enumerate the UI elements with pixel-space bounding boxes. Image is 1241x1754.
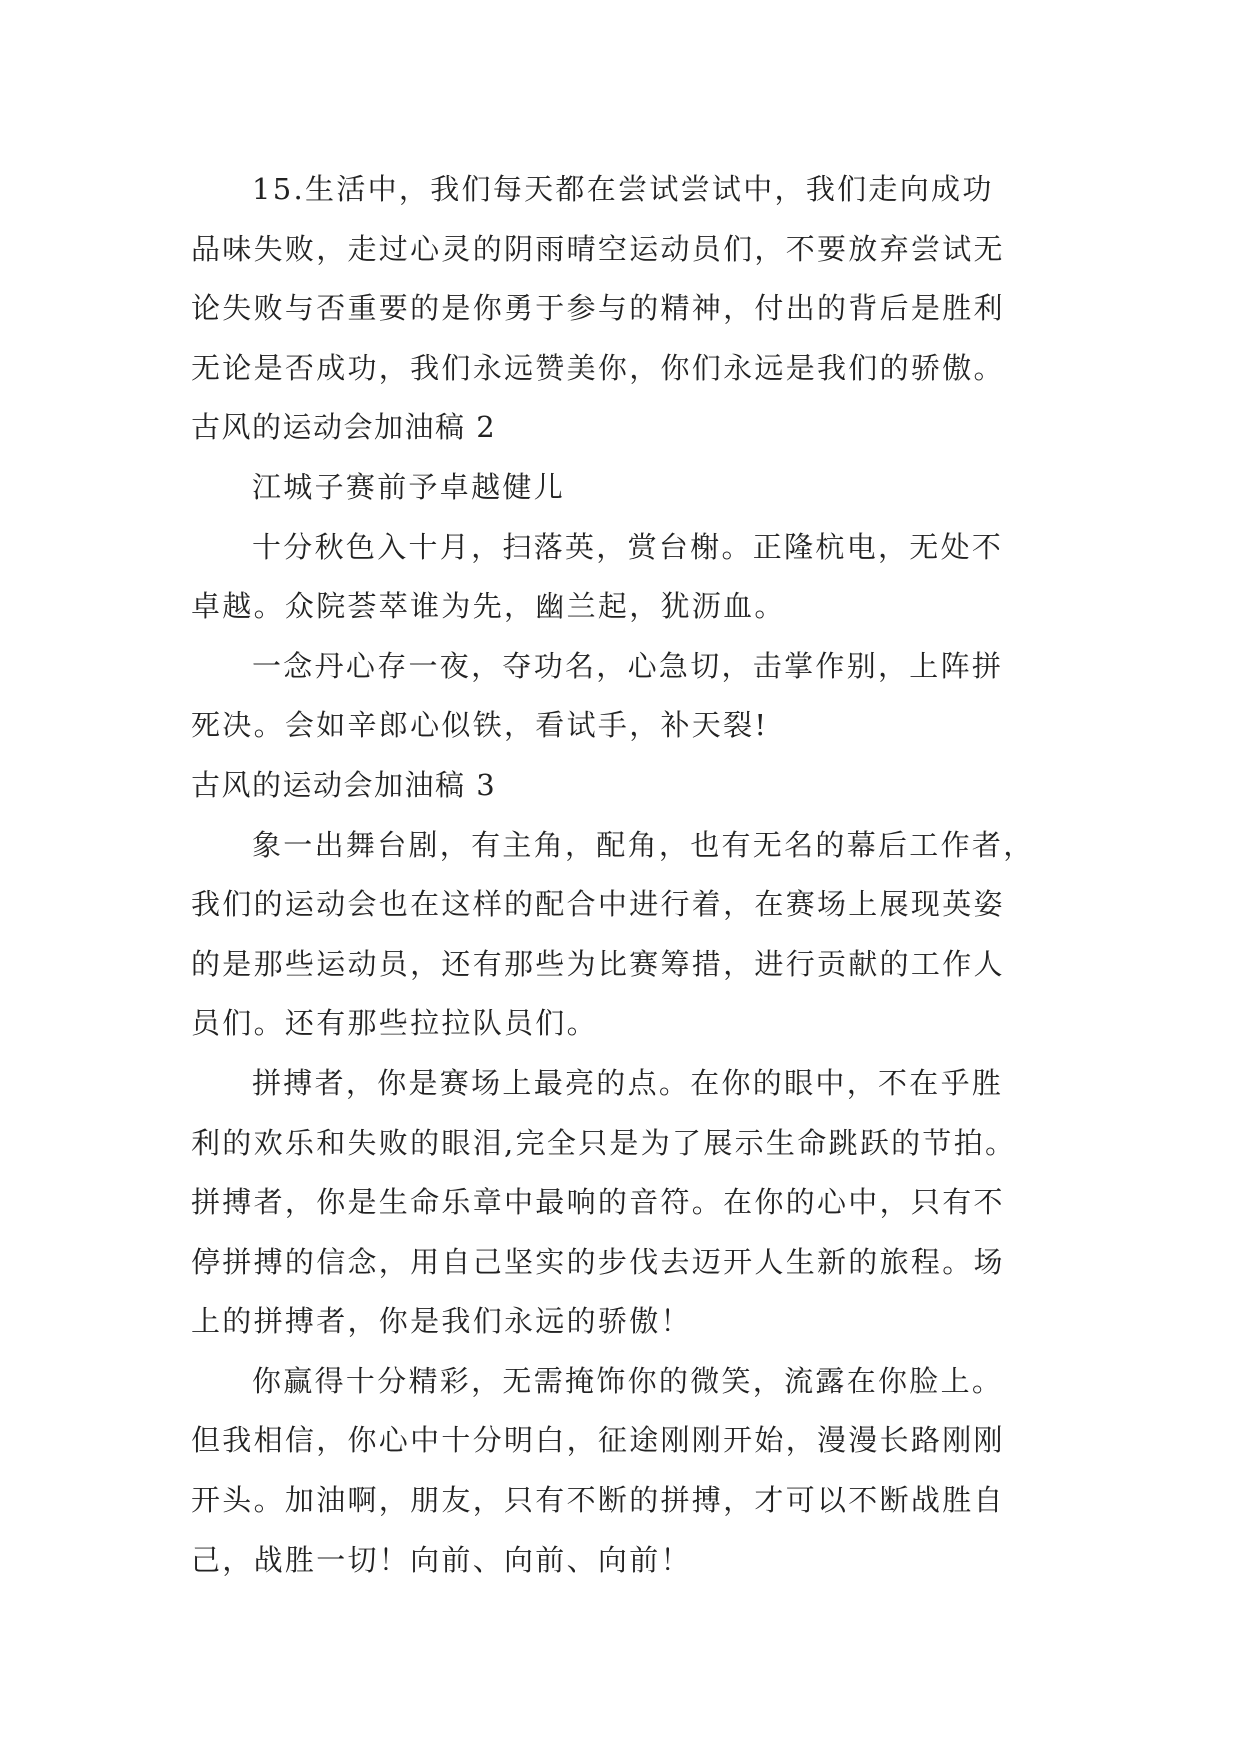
section-heading: 古风的运动会加油稿 2 <box>191 410 497 445</box>
paragraph-line: 但我相信，你心中十分明白，征途刚刚开始，漫漫长路刚刚 <box>191 1423 1005 1458</box>
paragraph-line: 一念丹心存一夜，夺功名，心急切，击掌作别，上阵拼 <box>252 648 1004 683</box>
paragraph-line: 己，战胜一切！向前、向前、向前！ <box>191 1542 692 1577</box>
paragraph-line: 拼搏者，你是生命乐章中最响的音符。在你的心中，只有不 <box>191 1185 1005 1220</box>
paragraph-line: 上的拼搏者，你是我们永远的骄傲！ <box>191 1304 692 1339</box>
paragraph-line: 利的欢乐和失败的眼泪,完全只是为了展示生命跳跃的节拍。 <box>191 1125 1017 1160</box>
paragraph-line: 无论是否成功，我们永远赞美你，你们永远是我们的骄傲。 <box>191 350 1005 385</box>
paragraph-line: 开头。加油啊，朋友，只有不断的拼搏，才可以不断战胜自 <box>191 1483 1005 1518</box>
paragraph-line: 品味失败，走过心灵的阴雨晴空运动员们，不要放弃尝试无 <box>191 231 1005 266</box>
poem-title: 江城子赛前予卓越健儿 <box>252 469 566 504</box>
paragraph-line: 15.生活中，我们每天都在尝试尝试中，我们走向成功 <box>252 172 994 206</box>
section-heading: 古风的运动会加油稿 3 <box>191 767 497 802</box>
paragraph-line: 卓越。众院荟萃谁为先，幽兰起，犹沥血。 <box>191 589 786 624</box>
paragraph-line: 象一出舞台剧，有主角，配角，也有无名的幕后工作者， <box>252 827 1035 862</box>
paragraph-line: 你赢得十分精彩，无需掩饰你的微笑，流露在你脸上。 <box>252 1363 1004 1398</box>
paragraph-line: 死决。会如辛郎心似铁，看试手，补天裂! <box>191 708 769 743</box>
paragraph-line: 停拼搏的信念，用自己坚实的步伐去迈开人生新的旅程。场 <box>191 1244 1005 1279</box>
paragraph-line: 十分秋色入十月，扫落英，赏台榭。正隆杭电，无处不 <box>252 529 1004 564</box>
paragraph-line: 拼搏者，你是赛场上最亮的点。在你的眼中，不在乎胜 <box>252 1065 1004 1100</box>
paragraph-line: 的是那些运动员，还有那些为比赛筹措，进行贡献的工作人 <box>191 946 1005 981</box>
paragraph-line: 我们的运动会也在这样的配合中进行着，在赛场上展现英姿 <box>191 887 1005 922</box>
paragraph-line: 论失败与否重要的是你勇于参与的精神，付出的背后是胜利 <box>191 291 1005 326</box>
paragraph-line: 员们。还有那些拉拉队员们。 <box>191 1006 598 1041</box>
document-page <box>191 160 1071 1590</box>
